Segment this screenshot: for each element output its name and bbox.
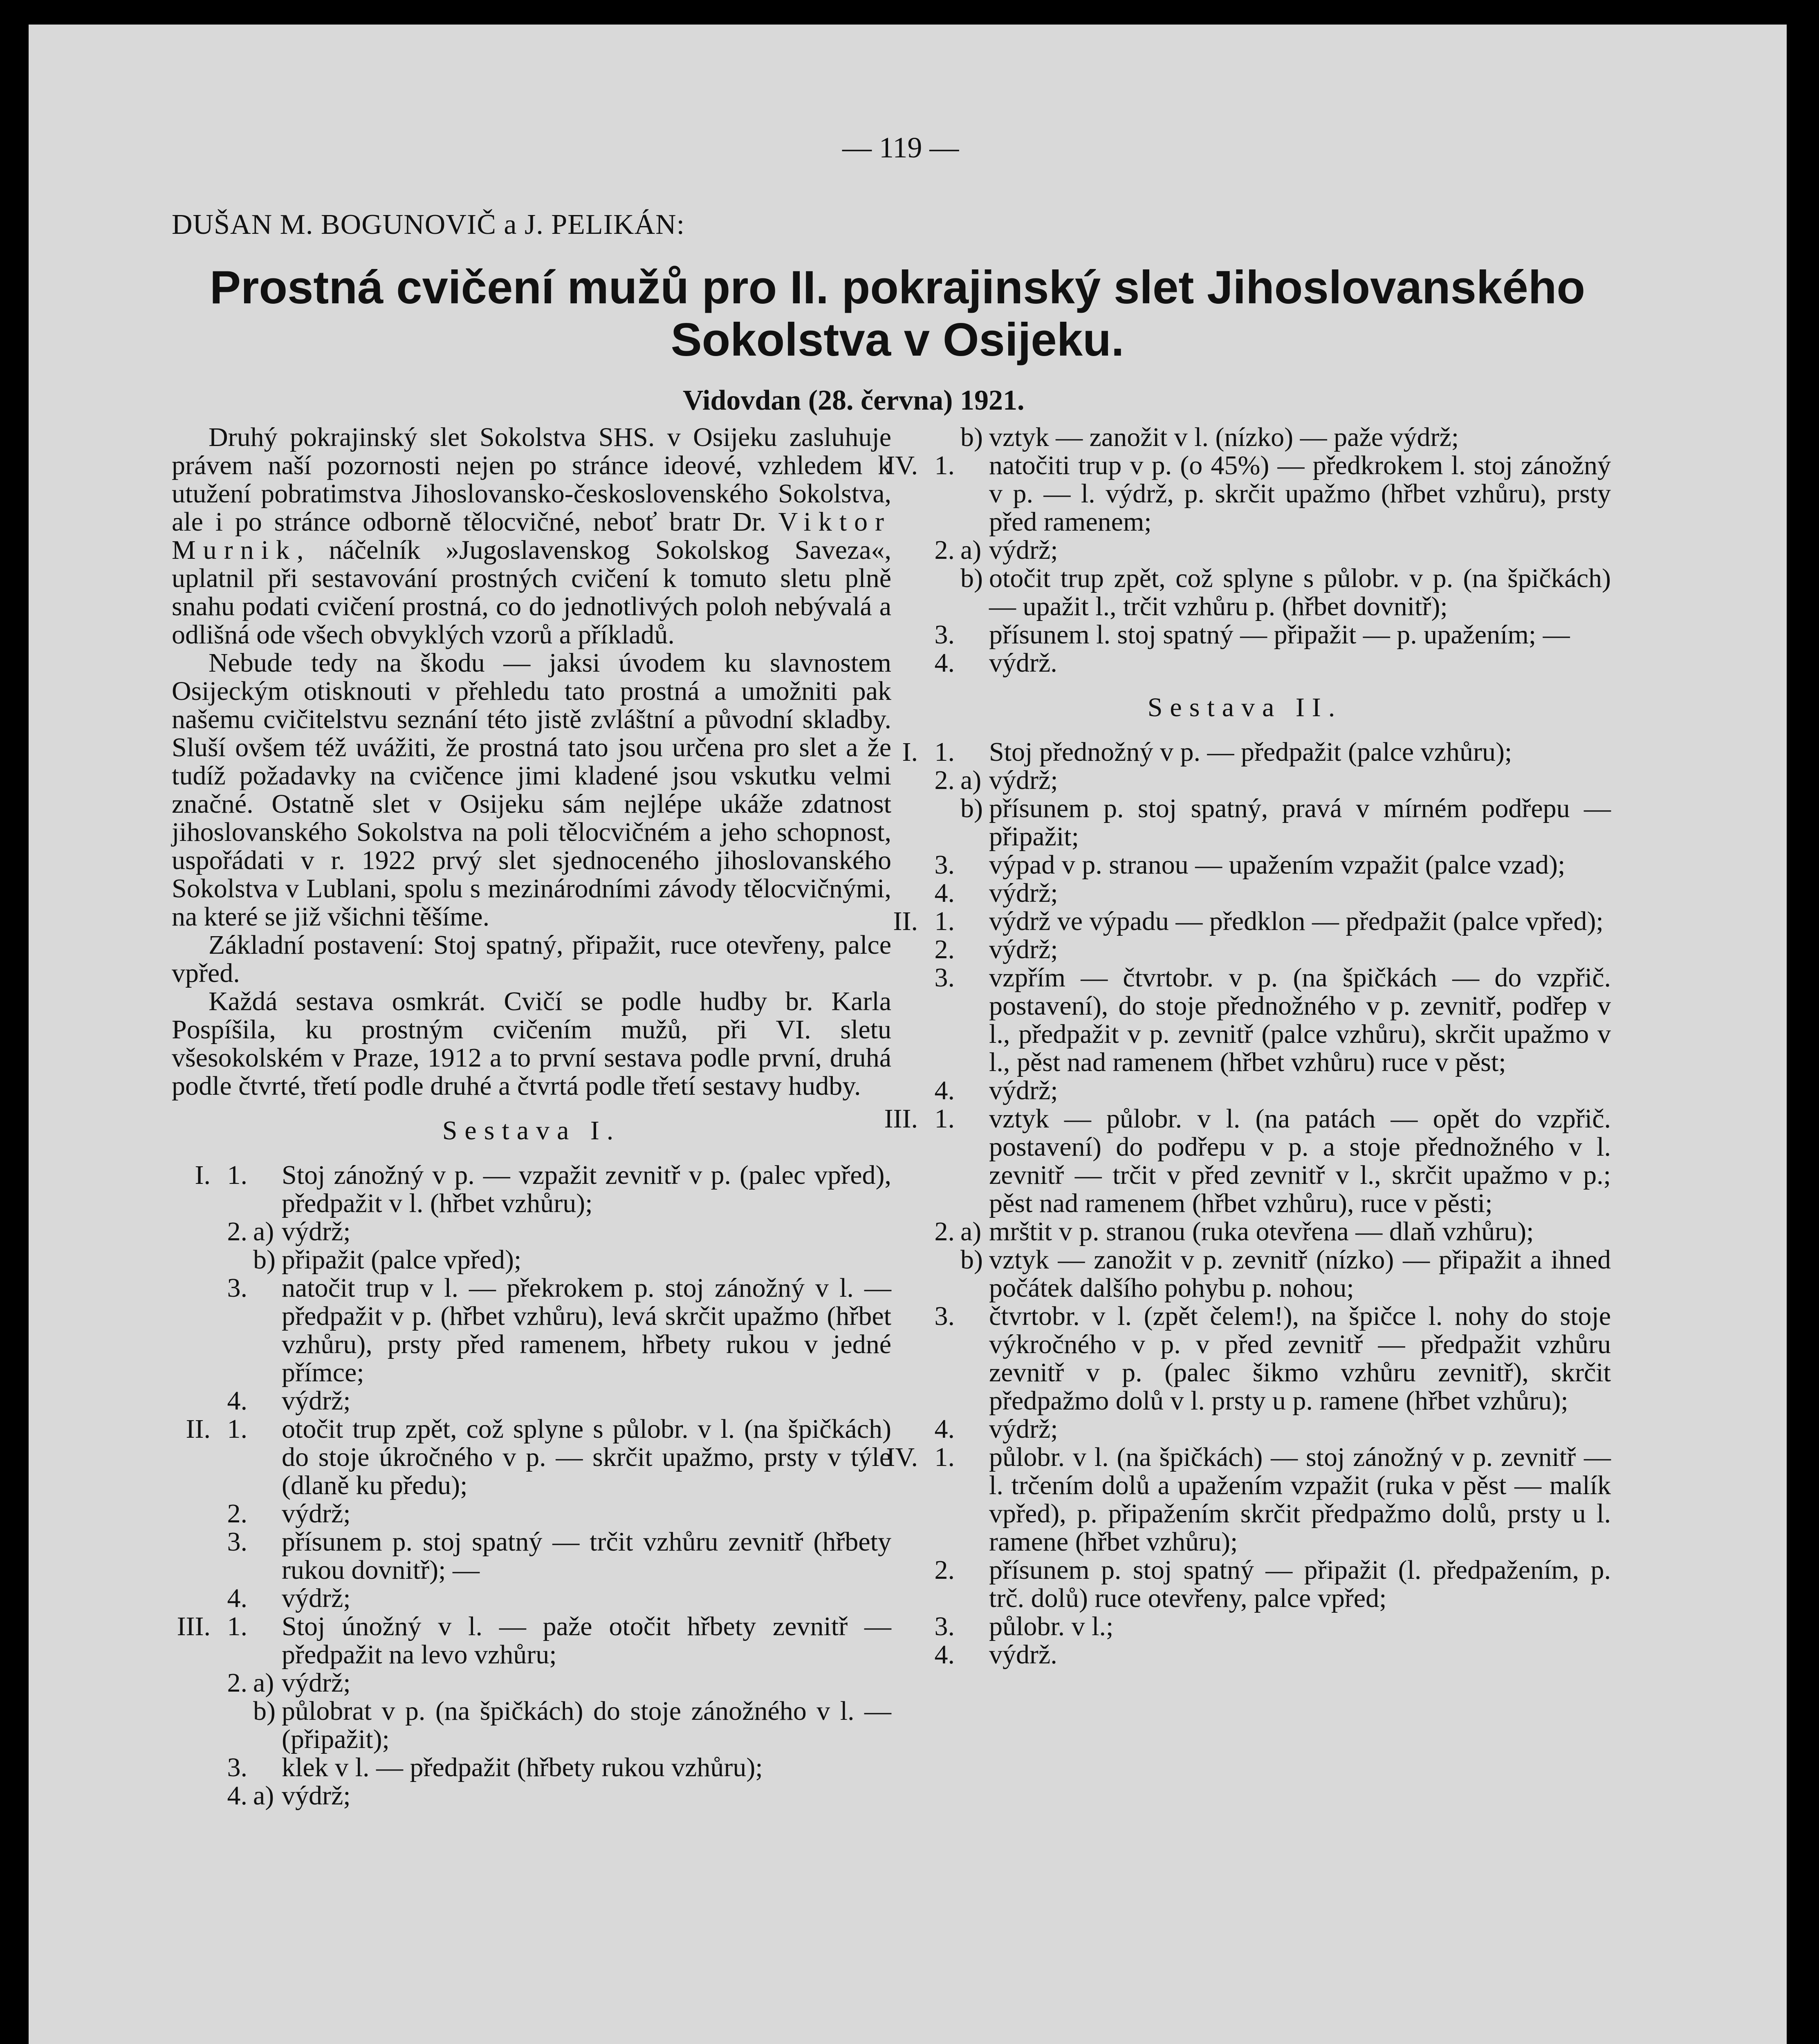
- step-number: 2.: [934, 935, 955, 964]
- exercise-row: [879, 451, 1611, 536]
- exercise-row: [172, 1669, 891, 1697]
- exercise-row: [172, 1161, 891, 1217]
- exercise-text: Stoj únožný v l. — paže otočit hřbety zevnitř — předpažit na levo vzhůru;: [282, 1611, 891, 1670]
- exercise-text: vztyk — zanožit v p. zevnitř (nízko) — připažit a ihned počátek dalšího pohybu p. nohou;: [989, 1245, 1611, 1303]
- roman-numeral: [879, 536, 918, 564]
- intro-paragraph-4: Každá sestava osmkrát. Cvičí se podle hudby br. Karla Pospíšila, ku prostným cvičením mužů, při VI. sletu všesokolském v Praze, 1912 a to první sestava podle první, druhá podle čtvrté, třetí podle druhé a čtvrtá podle třetí sestavy hudby.: [172, 986, 891, 1101]
- dateline: Vidovdan (28. června) 1921.: [683, 385, 1025, 416]
- exercise-text: výdrž;: [282, 1781, 351, 1811]
- step-number: 4.: [934, 1414, 955, 1444]
- step-number: 1.: [934, 1442, 955, 1472]
- right-column: [879, 423, 1611, 1669]
- sub-step-letter: [247, 1274, 282, 1387]
- roman-numeral: [879, 879, 918, 907]
- page-number: — 119 —: [842, 131, 959, 164]
- sub-step-letter: [955, 621, 989, 649]
- step-number: 1.: [227, 1160, 247, 1190]
- exercise-row: [172, 1697, 891, 1753]
- sestava-2-heading: Sestava II.: [1147, 693, 1343, 722]
- exercise-text: půlobrat v p. (na špičkách) do stoje zánožného v l. — (připažit);: [282, 1696, 891, 1754]
- roman-numeral: [172, 1499, 211, 1528]
- exercise-text: natočiti trup v p. (o 45%) — předkrokem l. stoj zánožný v p. — l. výdrž, p. skrčit upažmo (hřbet vzhůru), prsty před ramenem;: [989, 450, 1611, 537]
- roman-numeral: [172, 1528, 211, 1584]
- sub-step-letter: b): [253, 1245, 276, 1275]
- exercise-text: mrštit v p. stranou (ruka otevřena — dlaň vzhůru);: [989, 1217, 1534, 1246]
- step-number: [918, 564, 955, 621]
- step-number: 2.: [227, 1217, 247, 1246]
- exercise-text: přísunem p. stoj spatný — připažit (l. předpažením, p. trč. dolů) ruce otevřeny, palce vpřed;: [989, 1555, 1611, 1613]
- step-number: 4.: [934, 1076, 955, 1105]
- roman-numeral: IV.: [886, 450, 918, 480]
- intro-paragraph-3: Základní postavení: Stoj spatný, připažit, ruce otevřeny, palce vpřed.: [172, 930, 891, 988]
- sub-step-letter: a): [253, 1217, 274, 1246]
- exercise-text: Stoj přednožný v p. — předpažit (palce vzhůru);: [989, 737, 1512, 767]
- exercise-text: otočit trup zpět, což splyne s půlobr. v p. (na špičkách) — upažit l., trčit vzhůru p. (hřbet dovnitř);: [989, 563, 1611, 621]
- sub-step-letter: [955, 851, 989, 879]
- roman-numeral: [879, 964, 918, 1076]
- roman-numeral: [879, 766, 918, 794]
- sub-step-letter: b): [960, 563, 983, 593]
- exercise-row: [172, 1387, 891, 1415]
- step-number: 3.: [934, 963, 955, 993]
- step-number: 3.: [227, 1273, 247, 1303]
- exercise-text: vztyk — půlobr. v l. (na patách — opět do vzpřič. postavení) do podřepu v p. a stoje přednožného v l. zevnitř — trčit v před zevnitř v l., skrčit upažmo v p.; pěst nad ramenem (hřbet vzhůru), ruce v pěsti;: [989, 1104, 1611, 1218]
- exercise-text: přísunem p. stoj spatný, pravá v mírném podřepu — připažit;: [989, 793, 1611, 852]
- left-column: [172, 423, 891, 1810]
- sub-step-letter: a): [960, 535, 982, 565]
- step-number: 1.: [934, 450, 955, 480]
- sub-step-letter: a): [960, 765, 982, 795]
- exercise-text: výdrž;: [989, 1076, 1058, 1105]
- roman-numeral: II.: [186, 1414, 211, 1444]
- roman-numeral: I.: [195, 1160, 211, 1190]
- exercise-row: [879, 766, 1611, 794]
- exercise-row: [879, 1612, 1611, 1641]
- exercise-text: výpad v p. stranou — upažením vzpažit (palce vzad);: [989, 850, 1566, 880]
- roman-numeral: [879, 794, 918, 851]
- sub-step-letter: [955, 1641, 989, 1669]
- exercise-row: [879, 536, 1611, 564]
- roman-numeral: I.: [902, 737, 918, 767]
- roman-numeral: [879, 1612, 918, 1641]
- page-scan: [29, 25, 1787, 2044]
- exercise-text: výdrž;: [282, 1217, 351, 1246]
- step-number: [211, 1697, 247, 1753]
- sub-step-letter: [247, 1612, 282, 1669]
- sub-step-letter: a): [960, 1217, 982, 1246]
- step-number: 2.: [934, 1217, 955, 1246]
- sestava-1-continued-list: [879, 423, 1611, 677]
- step-number: 4.: [934, 648, 955, 678]
- step-number: [211, 1246, 247, 1274]
- exercise-text: otočit trup zpět, což splyne s půlobr. v l. (na špičkách) do stoje úkročného v p. — skrčit upažmo, prsty v týle (dlaně ku předu);: [282, 1414, 891, 1500]
- sub-step-letter: [955, 1612, 989, 1641]
- exercise-text: výdrž ve výpadu — předklon — předpažit (palce vpřed);: [989, 906, 1604, 936]
- exercise-text: půlobr. v l.;: [989, 1611, 1114, 1641]
- roman-numeral: [879, 1217, 918, 1246]
- sub-step-letter: [955, 649, 989, 677]
- step-number: 2.: [934, 1555, 955, 1585]
- sub-step-letter: [955, 964, 989, 1076]
- sestava-2-list: [879, 738, 1611, 1669]
- exercise-row: [879, 851, 1611, 879]
- step-number: 4.: [227, 1386, 247, 1416]
- exercise-row: [879, 964, 1611, 1076]
- roman-numeral: [879, 1302, 918, 1415]
- step-number: 3.: [934, 1611, 955, 1641]
- sub-step-letter: [955, 1302, 989, 1415]
- exercise-row: [879, 738, 1611, 766]
- roman-numeral: [879, 649, 918, 677]
- roman-numeral: III.: [177, 1611, 211, 1641]
- exercise-text: výdrž;: [989, 1414, 1058, 1444]
- sub-step-letter: [955, 935, 989, 964]
- intro-paragraph-1: [172, 423, 891, 649]
- exercise-row: [879, 1641, 1611, 1669]
- step-number: 4.: [934, 1640, 955, 1670]
- roman-numeral: [172, 1246, 211, 1274]
- exercise-text: výdrž;: [989, 878, 1058, 908]
- exercise-row: [879, 1105, 1611, 1217]
- roman-numeral: [879, 935, 918, 964]
- roman-numeral: [879, 1556, 918, 1612]
- exercise-row: [879, 564, 1611, 621]
- exercise-text: klek v l. — předpažit (hřbety rukou vzhůru);: [282, 1753, 763, 1782]
- exercise-text: vztyk — zanožit v l. (nízko) — paže výdrž;: [989, 422, 1459, 452]
- roman-numeral: [879, 1246, 918, 1302]
- exercise-text: výdrž;: [989, 765, 1058, 795]
- step-number: 1.: [227, 1611, 247, 1641]
- exercise-row: [879, 621, 1611, 649]
- intro-p1-part-a: Druhý pokrajinský slet Sokolstva SHS. v Osijeku zasluhuje právem naší pozornosti nejen po stránce ideové, vzhledem k utužení pobratimstva Jihoslovansko-československého Sokolstva, ale i po stránce odborně tělocvičné, neboť bratr Dr.: [172, 422, 891, 537]
- step-number: 1.: [934, 906, 955, 936]
- step-number: [918, 794, 955, 851]
- roman-numeral: [172, 1584, 211, 1612]
- step-number: 4.: [227, 1781, 247, 1811]
- exercise-row: [879, 1217, 1611, 1246]
- sub-step-letter: [955, 879, 989, 907]
- step-number: [918, 1246, 955, 1302]
- exercise-text: výdrž;: [282, 1386, 351, 1416]
- step-number: 1.: [934, 1104, 955, 1134]
- sub-step-letter: a): [253, 1668, 274, 1698]
- exercise-text: výdrž;: [989, 535, 1058, 565]
- step-number: 3.: [934, 1301, 955, 1331]
- exercise-row: [172, 1499, 891, 1528]
- roman-numeral: [172, 1669, 211, 1697]
- exercise-row: [172, 1528, 891, 1584]
- roman-numeral: [879, 1076, 918, 1105]
- author-name-spaced: Viktor Murnik: [172, 507, 891, 565]
- step-number: 2.: [934, 535, 955, 565]
- step-number: 3.: [227, 1527, 247, 1557]
- exercise-row: [172, 1415, 891, 1499]
- sub-step-letter: b): [960, 422, 983, 452]
- sub-step-letter: b): [960, 1245, 983, 1275]
- roman-numeral: [879, 851, 918, 879]
- exercise-row: [172, 1612, 891, 1669]
- roman-numeral: [879, 564, 918, 621]
- step-number: 2.: [227, 1668, 247, 1698]
- step-number: 4.: [934, 878, 955, 908]
- byline: DUŠAN M. BOGUNOVIČ a J. PELIKÁN:: [172, 209, 685, 240]
- roman-numeral: [172, 1753, 211, 1782]
- exercise-row: [172, 1584, 891, 1612]
- sub-step-letter: [955, 1415, 989, 1443]
- title-line-2: Sokolstva v Osijeku.: [671, 314, 1124, 366]
- roman-numeral: [879, 621, 918, 649]
- roman-numeral: [879, 1641, 918, 1669]
- exercise-row: [879, 423, 1611, 451]
- exercise-row: [879, 1246, 1611, 1302]
- exercise-row: [879, 907, 1611, 935]
- step-number: 3.: [934, 850, 955, 880]
- exercise-row: [879, 1302, 1611, 1415]
- sub-step-letter: [247, 1387, 282, 1415]
- sub-step-letter: [247, 1528, 282, 1584]
- sub-step-letter: [247, 1161, 282, 1217]
- exercise-text: Stoj zánožný v p. — vzpažit zevnitř v p. (palec vpřed), předpažit v l. (hřbet vzhůru);: [282, 1160, 891, 1218]
- exercise-text: výdrž.: [989, 648, 1057, 678]
- sub-step-letter: [247, 1753, 282, 1782]
- sub-step-letter: [955, 1443, 989, 1556]
- exercise-row: [879, 879, 1611, 907]
- exercise-text: výdrž;: [282, 1499, 351, 1529]
- exercise-row: [172, 1782, 891, 1810]
- intro-p1-part-b: , náčelník »Jugoslavenskog Sokolskog Saveza«, uplatnil při sestavování prostných cvičení k tomuto sletu plně snahu podati cvičení prostná, co do jednotlivých poloh nebývalá a odlišná ode všech obvyklých vzorů a příkladů.: [172, 535, 891, 650]
- exercise-row: [879, 935, 1611, 964]
- step-number: 4.: [227, 1583, 247, 1613]
- exercise-row: [172, 1246, 891, 1274]
- step-number: 1.: [934, 737, 955, 767]
- exercise-text: přísunem l. stoj spatný — připažit — p. upažením; —: [989, 620, 1570, 650]
- sub-step-letter: a): [253, 1781, 274, 1811]
- step-number: 3.: [934, 620, 955, 650]
- step-number: 1.: [227, 1414, 247, 1444]
- sub-step-letter: [955, 1556, 989, 1612]
- roman-numeral: [172, 1387, 211, 1415]
- roman-numeral: II.: [893, 906, 918, 936]
- exercise-row: [879, 1443, 1611, 1556]
- exercise-text: natočit trup v l. — překrokem p. stoj zánožný v l. — předpažit v p. (hřbet vzhůru), levá skrčit upažmo (hřbet vzhůru), prsty před ramenem, hřbety rukou v jedné přímce;: [282, 1273, 891, 1387]
- intro-paragraph-2: Nebude tedy na škodu — jaksi úvodem ku slavnostem Osijeckým otisknouti v přehledu tato prostná a umožniti pak našemu cvičitelstvu seznání této jistě zvláštní a původní skladby. Sluší ovšem též uvážiti, že prostná tato jsou určena pro slet a že tudíž požadavky na cvičence jimi kladené jsou vskutku velmi značné. Ostatně slet v Osijeku sám nejlépe ukáže zdatnost jihoslovanského Sokolstva na poli tělocvičném a jeho schopnost, uspořádati v r. 1922 prvý slet sjednoceného jihoslovanského Sokolstva v Lublani, spolu s mezinárodními závody tělocvičnými, na které se již všichni těšíme.: [172, 648, 891, 932]
- sub-step-letter: [955, 907, 989, 935]
- sub-step-letter: [247, 1584, 282, 1612]
- exercise-row: [172, 1753, 891, 1782]
- article-title: [172, 262, 1623, 366]
- sub-step-letter: [247, 1499, 282, 1528]
- sestava-1-heading: Sestava I.: [442, 1116, 621, 1145]
- exercise-row: [879, 1556, 1611, 1612]
- exercise-text: přísunem p. stoj spatný — trčit vzhůru zevnitř (hřbety rukou dovnitř); —: [282, 1527, 891, 1585]
- roman-numeral: [172, 1782, 211, 1810]
- exercise-row: [172, 1274, 891, 1387]
- exercise-text: vzpřím — čtvrtobr. v p. (na špičkách — do vzpřič. postavení), do stoje přednožného v p. zevnitř, podřep v l., předpažit v p. zevnitř (palce vzhůru), skrčit upažmo v l., pěst nad ramenem (hřbet vzhůru) ruce v pěst;: [989, 963, 1611, 1077]
- exercise-text: čtvrtobr. v l. (zpět čelem!), na špičce l. nohy do stoje výkročného v p. v před zevnitř — předpažit vzhůru zevnitř v p. (palec šikmo vzhůru zevnitř), skrčit předpažmo dolů v l. prsty u p. ramene (hřbet vzhůru);: [989, 1301, 1611, 1416]
- roman-numeral: IV.: [886, 1442, 918, 1472]
- exercise-text: výdrž;: [282, 1583, 351, 1613]
- exercise-row: [879, 1076, 1611, 1105]
- sub-step-letter: b): [960, 793, 983, 823]
- exercise-text: výdrž.: [989, 1640, 1057, 1670]
- exercise-row: [879, 794, 1611, 851]
- exercise-text: půlobr. v l. (na špičkách) — stoj zánožný v p. zevnitř — l. trčením dolů a upažením vzpažit (ruka v pěst — malík vpřed), p. připažením skrčit předpažmo dolů, prsty u l. ramene (hřbet vzhůru);: [989, 1442, 1611, 1557]
- sub-step-letter: [955, 1076, 989, 1105]
- sub-step-letter: [955, 451, 989, 536]
- roman-numeral: [172, 1217, 211, 1246]
- exercise-row: [879, 1415, 1611, 1443]
- sub-step-letter: [955, 738, 989, 766]
- step-number: [918, 423, 955, 451]
- sub-step-letter: [955, 1105, 989, 1217]
- exercise-text: výdrž;: [989, 935, 1058, 964]
- roman-numeral: [172, 1274, 211, 1387]
- roman-numeral: III.: [884, 1104, 918, 1134]
- exercise-row: [879, 649, 1611, 677]
- roman-numeral: [879, 1415, 918, 1443]
- exercise-text: výdrž;: [282, 1668, 351, 1698]
- sestava-1-list: [172, 1161, 891, 1810]
- step-number: 2.: [934, 765, 955, 795]
- title-line-1: Prostná cvičení mužů pro II. pokrajinský slet Jihoslovanského: [209, 262, 1586, 314]
- exercise-row: [172, 1217, 891, 1246]
- step-number: 3.: [227, 1753, 247, 1782]
- sub-step-letter: b): [253, 1696, 276, 1726]
- step-number: 2.: [227, 1499, 247, 1529]
- roman-numeral: [172, 1697, 211, 1753]
- sub-step-letter: [247, 1415, 282, 1499]
- exercise-text: připažit (palce vpřed);: [282, 1245, 522, 1275]
- roman-numeral: [879, 423, 918, 451]
